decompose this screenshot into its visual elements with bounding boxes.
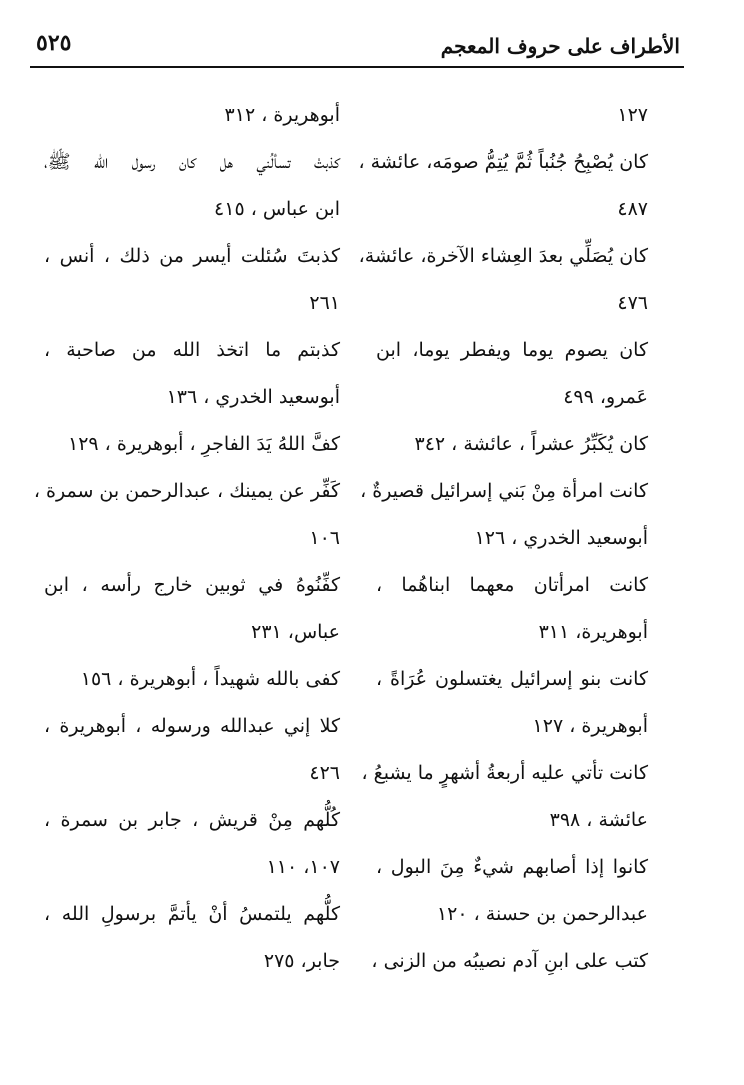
entry-line: كان يصوم يوما ويفطر يوما، ابن <box>376 339 648 361</box>
entry-line: كلا إني عبدالله ورسوله ، أبوهريرة ، <box>44 715 340 737</box>
index-entry <box>44 327 340 421</box>
entry-line: ٤٨٧ <box>617 198 648 220</box>
index-entry <box>44 797 340 891</box>
page-number: ٥٢٥ <box>36 30 72 56</box>
index-entry <box>371 938 648 985</box>
index-entry <box>358 139 648 233</box>
index-entry <box>44 656 340 703</box>
entry-line: أبوهريرة ، ٣١٢ <box>224 104 340 126</box>
index-entry <box>44 233 340 327</box>
index-entry <box>44 92 340 139</box>
entry-line: كذبتم ما اتخذ الله من صاحبة ، <box>44 339 340 361</box>
entry-line: كفِّنُوهُ في ثوبين خارج رأسه ، ابن <box>44 574 340 596</box>
index-entry <box>44 421 340 468</box>
entry-line: كانت تأتي عليه أربعةُ أشهرٍ ما يشبعُ ، <box>361 762 648 784</box>
index-entry <box>44 562 340 656</box>
entry-line: ٢٦١ <box>309 292 340 314</box>
index-entry <box>376 656 648 750</box>
entry-line: كَفِّر عن يمينك ، عبدالرحمن بن سمرة ، <box>33 480 340 502</box>
index-entry <box>376 562 648 656</box>
entry-line: كُلُّهم مِنْ قريش ، جابر بن سمرة ، <box>44 809 340 831</box>
index-entry <box>44 703 340 797</box>
index-entry <box>360 468 648 562</box>
entry-line: عَمرو، ٤٩٩ <box>563 386 648 408</box>
entry-line: كانت امرأتان معهما ابناهُما ، <box>376 574 648 596</box>
entry-line: كان يُكَبِّرُ عشراً ، عائشة ، ٣٤٢ <box>414 433 648 455</box>
entry-line: ٤٢٦ <box>309 762 340 784</box>
entry-line: كفَّ اللهُ يَدَ الفاجرِ ، أبوهريرة ، ١٢٩ <box>68 433 340 455</box>
entry-line: كذبتْ تسألُني هل كان رسول الله ﷺ، <box>44 151 340 173</box>
index-entry <box>44 891 340 985</box>
entry-line: أبوهريرة، ٣١١ <box>538 621 648 643</box>
entry-line: كتب على ابنِ آدم نصيبُه من الزنى ، <box>371 950 648 972</box>
index-entry <box>358 233 648 327</box>
entry-line: كانوا إذا أصابهم شيءٌ مِنَ البول ، <box>376 856 648 878</box>
left-column <box>33 92 340 985</box>
entry-line: عائشة ، ٣٩٨ <box>549 809 648 831</box>
entry-line: ١٠٦ <box>309 527 340 549</box>
entry-line: كان يُصْبِحُ جُنُباً ثُمَّ يُتِمُّ صومَه، عائشة ، <box>358 151 648 173</box>
index-entry <box>33 468 340 562</box>
index-entry <box>376 421 648 468</box>
entry-line: كذبتَ سُئلت أيسر من ذلك ، أنس ، <box>44 245 340 267</box>
entry-line: ١٢٧ <box>617 104 648 126</box>
entry-line: ١٠٧، ١١٠ <box>266 856 340 878</box>
page-header <box>30 30 684 68</box>
entry-line: أبوسعيد الخدري ، ١٣٦ <box>166 386 340 408</box>
entry-line: عبدالرحمن بن حسنة ، ١٢٠ <box>436 903 648 925</box>
running-title: الأطراف على حروف المعجم <box>440 34 680 58</box>
index-entry <box>376 844 648 938</box>
entry-line: كفى بالله شهيداً ، أبوهريرة ، ١٥٦ <box>80 668 340 690</box>
index-entry <box>376 327 648 421</box>
entry-line: كان يُصَلِّي بعدَ العِشاء الآخرة، عائشة، <box>358 245 648 267</box>
entry-line: جابر، ٢٧٥ <box>263 950 340 972</box>
entry-line: أبوهريرة ، ١٢٧ <box>532 715 648 737</box>
entry-line: ابن عباس ، ٤١٥ <box>214 198 340 220</box>
entry-line: كانت بنو إسرائيل يغتسلون عُرَاةً ، <box>376 668 648 690</box>
entry-line: عباس، ٢٣١ <box>251 621 340 643</box>
entry-line: أبوسعيد الخدري ، ١٢٦ <box>474 527 648 549</box>
index-entry <box>44 139 340 233</box>
entry-line: ٤٧٦ <box>617 292 648 314</box>
index-entry <box>361 750 648 844</box>
right-column <box>358 92 648 985</box>
entry-line: كلُّهم يلتمسُ أنْ يأتمَّ برسولِ الله ، <box>44 903 340 925</box>
index-entry <box>376 92 648 139</box>
entry-line: كانت امرأة مِنْ بَني إسرائيل قصيرةٌ ، <box>360 480 648 502</box>
